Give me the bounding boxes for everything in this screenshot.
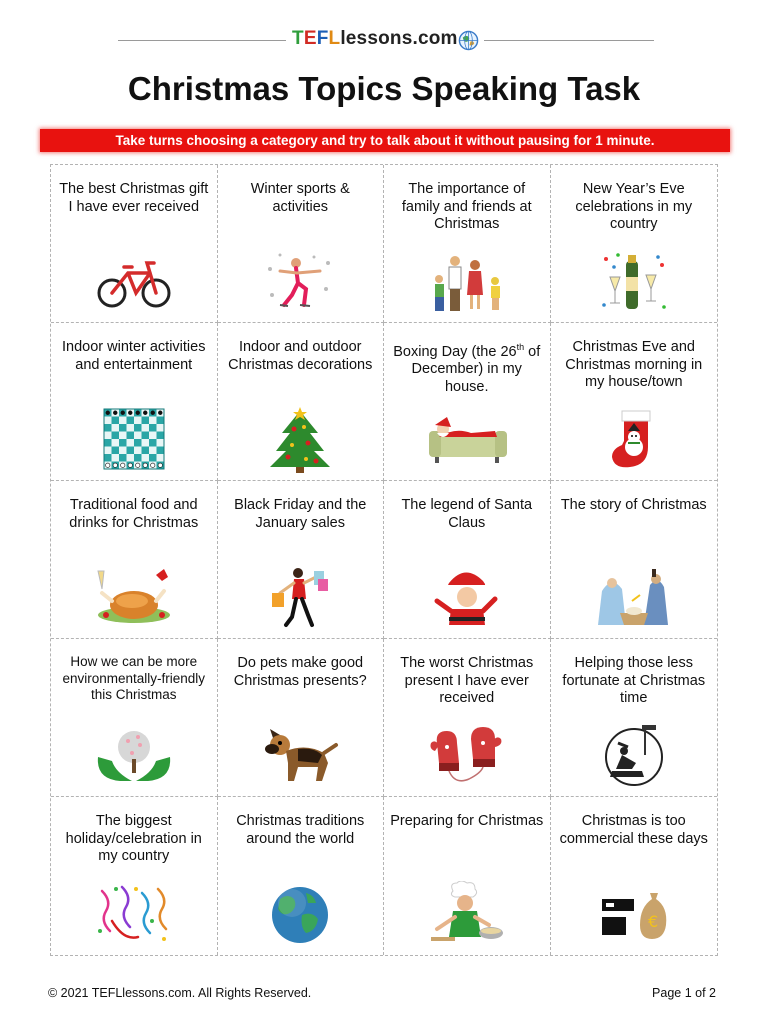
brand-logo: TEFLlessons.com (292, 28, 458, 49)
topic-text: The worst Christmas present I have ever received (400, 655, 534, 706)
topic-text: Helping those less fortunate at Christmas time (562, 655, 706, 706)
hands-tree-icon (92, 723, 176, 789)
topic-card-text (390, 497, 544, 532)
topic-card (551, 481, 718, 639)
topic-card-text (390, 181, 544, 234)
topic-text: The importance of family and friends at Christmas (401, 181, 532, 232)
topic-card-text (557, 655, 712, 708)
topic-text: Indoor winter activities and entertainment (62, 339, 206, 373)
topic-card-text (557, 813, 712, 848)
topic-card-text (390, 655, 544, 708)
topic-text: of December) in my house. (411, 343, 541, 395)
topic-card-text (224, 497, 378, 532)
topic-text: How we can be more environmentally-friendly this Christmas (62, 654, 206, 702)
topic-text: Do pets make good Christmas presents? (233, 655, 367, 689)
svg-text:€: € (647, 912, 658, 931)
topic-card (384, 323, 551, 481)
topic-text: Black Friday and the January sales (234, 497, 367, 531)
topic-text: Winter sports & activities (250, 181, 350, 215)
copyright-text: © 2021 TEFLlessons.com. All Rights Reserved. (48, 986, 312, 1000)
topic-card (218, 481, 385, 639)
topic-text: Indoor and outdoor Christmas decorations (228, 339, 373, 373)
topic-text: New Year’s Eve celebrations in my country (575, 181, 693, 232)
topic-card-text (557, 339, 712, 392)
topic-text: Christmas traditions around the world (236, 813, 365, 847)
mittens-icon (425, 723, 509, 789)
sleeping-santa-icon (425, 407, 509, 473)
topic-card (218, 165, 385, 323)
topic-text: The legend of Santa Claus (401, 497, 533, 531)
topic-card-text (557, 497, 712, 515)
topic-card (218, 639, 385, 797)
topic-card-text (57, 654, 211, 704)
christmas-tree-icon (258, 407, 342, 473)
topic-card (51, 165, 218, 323)
champagne-icon (592, 249, 676, 315)
topic-text: Traditional food and drinks for Christmas (69, 497, 199, 531)
topic-card (384, 639, 551, 797)
dog-icon (258, 723, 342, 789)
topic-card-text (57, 181, 211, 216)
topic-text-superscript: th (516, 342, 525, 352)
nativity-icon (592, 565, 676, 631)
divider-line (118, 40, 286, 41)
page-number: Page 1 of 2 (652, 986, 716, 1000)
topic-card (218, 797, 385, 955)
roast-turkey-icon (92, 565, 176, 631)
topic-text: The story of Christmas (560, 497, 707, 513)
topic-text: The biggest holiday/celebration in my country (65, 813, 202, 864)
topic-card (51, 797, 218, 955)
topic-text: The best Christmas gift I have ever received (59, 181, 209, 215)
bicycle-icon (92, 249, 176, 315)
topic-card (551, 323, 718, 481)
brand-header (0, 28, 768, 54)
topic-card (51, 639, 218, 797)
page-footer (48, 986, 716, 1000)
page-title: Christmas Topics Speaking Task (127, 70, 641, 107)
topic-card-grid (50, 164, 718, 956)
topic-card-text (57, 339, 211, 374)
chef-icon (425, 881, 509, 947)
family-icon (425, 249, 509, 315)
topic-card-text (57, 497, 211, 532)
ice-skater-icon (258, 249, 342, 315)
topic-card-text (224, 339, 378, 374)
topic-card (218, 323, 385, 481)
topic-text: Christmas is too commercial these days (559, 813, 708, 847)
topic-card (384, 797, 551, 955)
money-bag-icon (592, 881, 676, 947)
topic-card-text (224, 181, 378, 216)
divider-line (484, 40, 654, 41)
topic-card-text (224, 655, 378, 690)
topic-text: Christmas Eve and Christmas morning in my house/town (565, 339, 703, 390)
topic-card (551, 165, 718, 323)
topic-card (551, 797, 718, 955)
globe-logo-icon (458, 30, 479, 51)
homeless-person-icon (592, 723, 676, 789)
globe-icon (258, 881, 342, 947)
topic-card-text (224, 813, 378, 848)
stocking-icon (592, 407, 676, 473)
topic-card (384, 481, 551, 639)
topic-text: Boxing Day (the 26 (393, 343, 517, 360)
topic-card (51, 323, 218, 481)
topic-card (551, 639, 718, 797)
topic-card (384, 165, 551, 323)
instruction-banner: Take turns choosing a category and try to talk about it without pausing for 1 minute. (40, 129, 730, 152)
topic-card-text (390, 813, 544, 831)
topic-card-text (557, 181, 712, 234)
topic-text: Preparing for Christmas (390, 813, 544, 829)
topic-card-text (57, 813, 211, 866)
topic-card (51, 481, 218, 639)
topic-card-text (390, 339, 544, 396)
chessboard-icon (92, 407, 176, 473)
shopper-icon (258, 565, 342, 631)
streamers-icon (92, 881, 176, 947)
santa-icon (425, 565, 509, 631)
